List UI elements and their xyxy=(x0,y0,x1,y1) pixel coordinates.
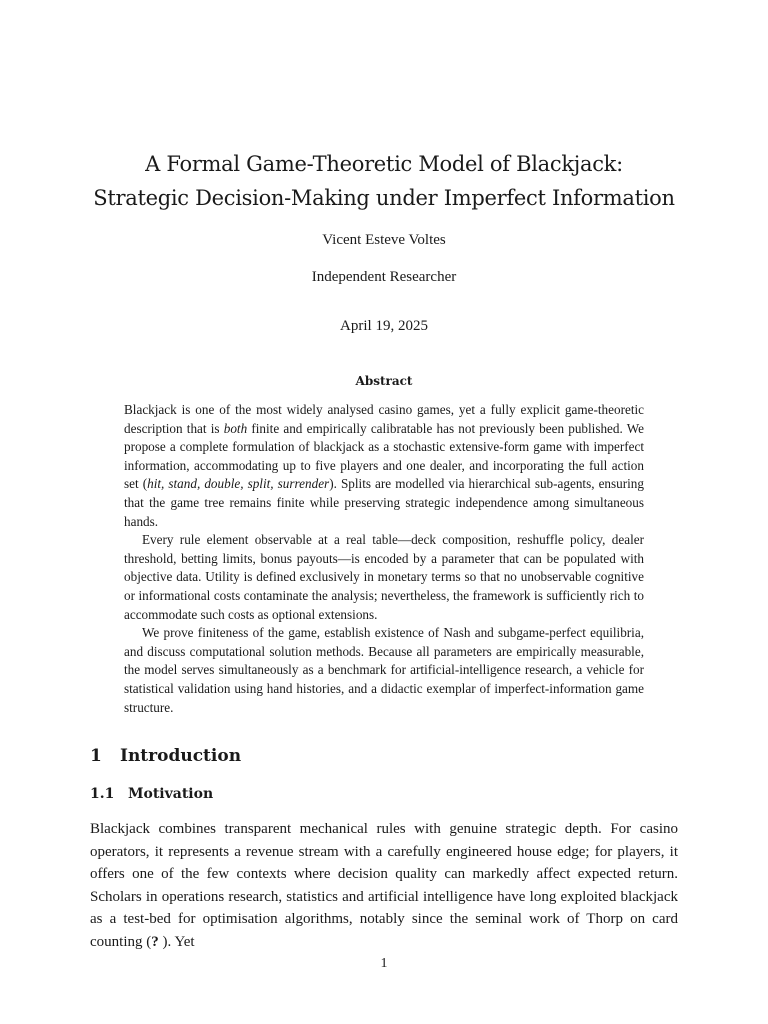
abstract-paragraph-1 xyxy=(124,401,644,531)
abstract-body xyxy=(124,401,644,717)
subsection-heading-motivation xyxy=(90,786,213,802)
page-number: 1 xyxy=(380,956,388,971)
abstract-p1-emphasis: both xyxy=(223,420,248,436)
author-affiliation: Independent Researcher xyxy=(311,269,457,285)
abstract-p1-text-a: Blackjack is one of the most widely analysed casino games, yet a fully explicit game-theoretic description that is xyxy=(124,402,644,436)
abstract-heading: Abstract xyxy=(355,374,413,388)
motivation-text-b: ). Yet xyxy=(158,933,195,950)
abstract-paragraph-2: Every rule element observable at a real table—deck composition, reshuffle policy, dealer threshold, betting limits, bonus payouts—is encoded by a parameter that can be populated with objective data. Utility is defined exclusively in monetary terms so that no unobservable cognitive or informational costs contaminate the analysis; nevertheless, the framework is sufficiently rich to accommodate such costs as optional extensions. xyxy=(124,532,644,622)
section-number: 1 xyxy=(90,746,102,766)
title-line-2: Strategic Decision-Making under Imperfect Information xyxy=(93,186,675,210)
citation-placeholder: ? xyxy=(151,933,159,950)
title-line-1: A Formal Game-Theoretic Model of Blackjack: xyxy=(145,152,623,176)
abstract-p1-text-c: ). Splits are modelled via hierarchical sub-agents, ensuring that the game tree remains finite while preserving strategic independence among simultaneous hands. xyxy=(124,476,644,529)
motivation-text-a: Blackjack combines transparent mechanical rules with genuine strategic depth. For casino operators, it represents a revenue stream with a carefully engineered house edge; for players, it offers one of the few contexts where decision quality can markedly affect expected return. Scholars in operations research, statistics and artificial intelligence have long exploited blackjack as a test-bed for optimisation algorithms, notably since the seminal work of Thorp on card counting ( xyxy=(90,821,678,950)
abstract-p1-action-set: hit, stand, double, split, surrender xyxy=(147,476,330,492)
abstract-paragraph-3: We prove finiteness of the game, establish existence of Nash and subgame-perfect equilibria, and discuss computational solution methods. Because all parameters are empirically measurable, the model serves simultaneously as a benchmark for artificial-intelligence research, a vehicle for statistical validation using hand histories, and a didactic exemplar of imperfect-information game structure. xyxy=(124,625,644,715)
motivation-paragraph xyxy=(90,818,678,954)
section-title: Introduction xyxy=(120,746,242,766)
author-name: Vicent Esteve Voltes xyxy=(322,232,446,248)
abstract-p1-text-b: finite and empirically calibratable has not previously been published. We propose a complete formulation of blackjack as a stochastic extensive-form game with imperfect information, accommodating up to five players and one dealer, and incorporating the full action set ( xyxy=(124,420,644,492)
subsection-title: Motivation xyxy=(128,786,214,802)
subsection-number: 1.1 xyxy=(90,786,115,802)
paper-title xyxy=(60,147,708,215)
section-heading-introduction xyxy=(90,746,241,766)
publication-date: April 19, 2025 xyxy=(340,318,428,334)
